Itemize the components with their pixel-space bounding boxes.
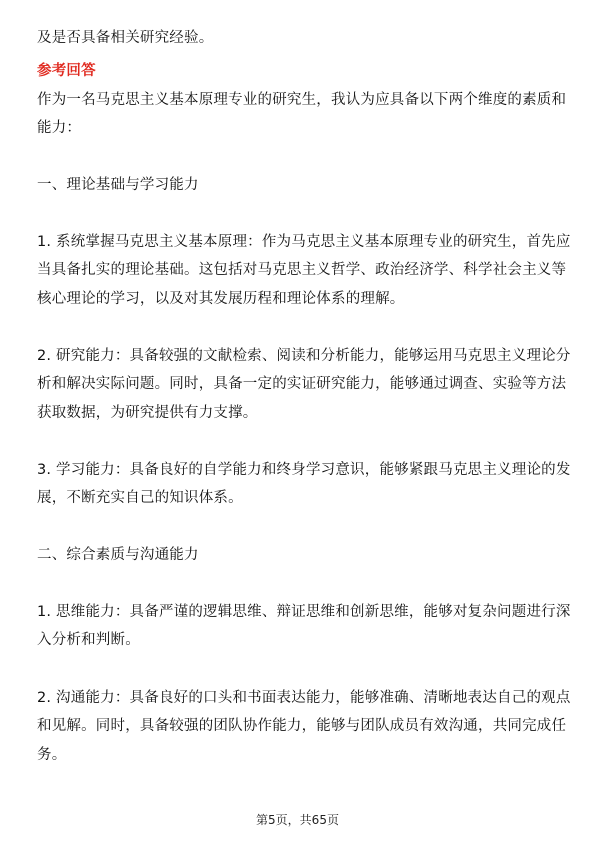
section1-item1-line2: 当具备扎实的理论基础。这包括对马克思主义哲学、政治经济学、科学社会主义等 <box>37 262 567 278</box>
intro-continuation-line: 及是否具备相关研究经验。 <box>37 30 214 46</box>
section1-item2-line2: 析和解决实际问题。同时，具备一定的实证研究能力，能够通过调查、实验等方法 <box>37 376 567 392</box>
section1-item1-line1: 1. 系统掌握马克思主义基本原理：作为马克思主义基本原理专业的研究生，首先应 <box>37 234 571 250</box>
section2-heading: 二、综合素质与沟通能力 <box>37 547 199 563</box>
section1-item2-line3: 获取数据，为研究提供有力支撑。 <box>37 405 258 421</box>
section1-item3-line1: 3. 学习能力：具备良好的自学能力和终身学习意识，能够紧跟马克思主义理论的发 <box>37 462 571 478</box>
section2-item2-line2: 和见解。同时，具备较强的团队协作能力，能够与团队成员有效沟通，共同完成任 <box>37 718 567 734</box>
answer-heading: 参考回答 <box>37 63 96 79</box>
answer-intro-line-1: 作为一名马克思主义基本原理专业的研究生，我认为应具备以下两个维度的素质和 <box>37 92 567 108</box>
section1-item3-line2: 展，不断充实自己的知识体系。 <box>37 490 243 506</box>
section2-item1-line1: 1. 思维能力：具备严谨的逻辑思维、辩证思维和创新思维，能够对复杂问题进行深 <box>37 604 571 620</box>
section2-item2-line1: 2. 沟通能力：具备良好的口头和书面表达能力，能够准确、清晰地表达自己的观点 <box>37 690 571 706</box>
section2-item1-line2: 入分析和判断。 <box>37 632 140 648</box>
section2-item2-line3: 务。 <box>37 747 67 763</box>
answer-intro-line-2: 能力： <box>37 120 82 136</box>
page-number-footer: 第5页，共65页 <box>256 813 339 827</box>
section1-item2-line1: 2. 研究能力：具备较强的文献检索、阅读和分析能力，能够运用马克思主义理论分 <box>37 348 571 364</box>
section1-heading: 一、理论基础与学习能力 <box>37 177 199 193</box>
section1-item1-line3: 核心理论的学习，以及对其发展历程和理论体系的理解。 <box>37 291 405 307</box>
